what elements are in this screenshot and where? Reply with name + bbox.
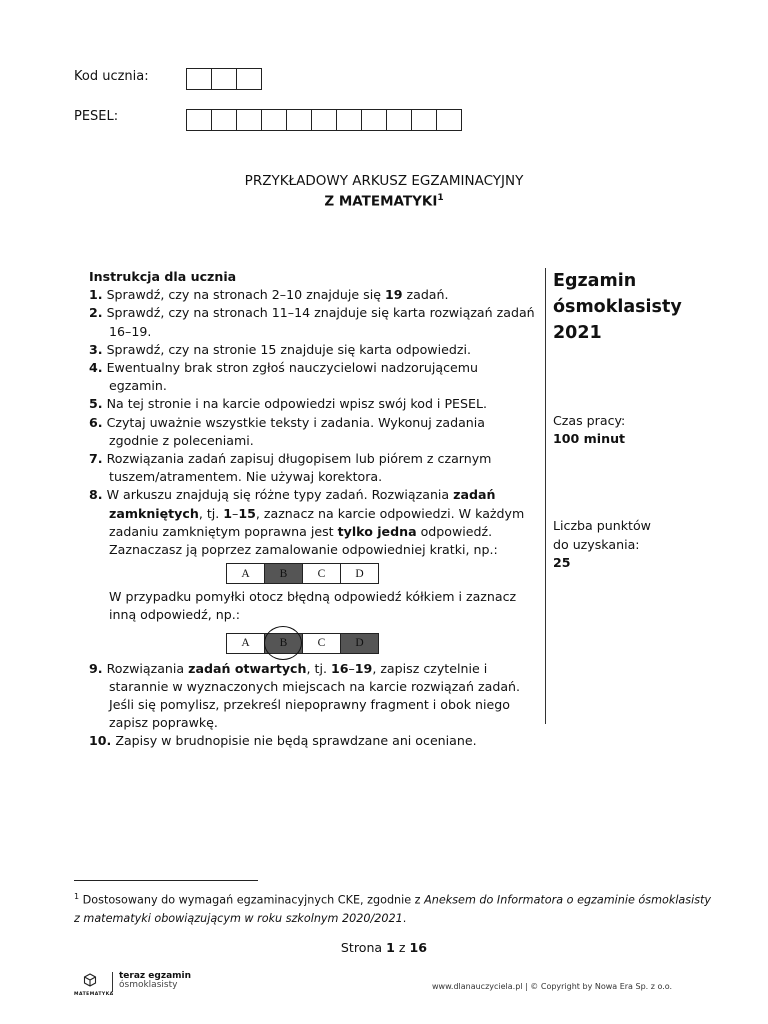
- page-middle: z: [394, 940, 410, 955]
- answer-cell-circled: [264, 633, 303, 654]
- pesel-box[interactable]: [286, 109, 312, 131]
- answer-cell: A: [226, 633, 265, 654]
- footnote-text: Dostosowany do wymagań egzaminacyjnych CKE, zgodnie z: [79, 893, 425, 907]
- instruction-item-continuation: W przypadku pomyłki otocz błędną odpowiedź kółkiem i zaznacz inną odpowiedź, np.:: [109, 589, 517, 623]
- instruction-item: 1. Sprawdź, czy na stronach 2–10 znajduje się 19 zadań.: [89, 287, 449, 303]
- pesel-label: PESEL:: [74, 109, 119, 124]
- cube-icon: [74, 972, 114, 997]
- instruction-item: 3. Sprawdź, czy na stronie 15 znajduje się karta odpowiedzi.: [89, 341, 471, 357]
- code-box[interactable]: [186, 68, 212, 90]
- code-box[interactable]: [236, 68, 262, 90]
- logo-separator: [112, 972, 113, 992]
- answer-cell: C: [302, 633, 341, 654]
- brand-name: [119, 972, 191, 990]
- answer-cell-letter: B: [279, 637, 288, 650]
- pesel-box[interactable]: [361, 109, 387, 131]
- footnote: [74, 888, 714, 928]
- answer-cell: D: [340, 563, 379, 584]
- pesel-box[interactable]: [411, 109, 437, 131]
- pesel-box[interactable]: [311, 109, 337, 131]
- pesel-box[interactable]: [436, 109, 462, 131]
- circle-mark-icon: [264, 626, 302, 660]
- pesel-boxes[interactable]: [186, 109, 462, 131]
- publisher-logo: [74, 972, 191, 997]
- copyright-notice: www.dlanauczyciela.pl | © Copyright by Nowa Era Sp. z o.o.: [432, 982, 673, 991]
- time-value: 100 minut: [553, 431, 626, 446]
- document-title-line2: [0, 193, 768, 210]
- student-code-label: Kod ucznia:: [74, 69, 149, 84]
- pesel-box[interactable]: [336, 109, 362, 131]
- answer-cell: A: [226, 563, 265, 584]
- pesel-box[interactable]: [211, 109, 237, 131]
- pesel-box[interactable]: [386, 109, 412, 131]
- footnote-source: Aneksem do Informatora o egzaminie ósmoklasisty z matematyki obowiązującym w roku szkolnym 2020/2021: [74, 893, 712, 925]
- brand-line1: teraz egzamin: [119, 971, 192, 981]
- instruction-item-continuation: Jeśli się pomylisz, przekreśl niepoprawny fragment i obok niego zapisz poprawkę.: [109, 697, 510, 731]
- exam-title: Egzamin ósmoklasisty 2021: [553, 271, 682, 343]
- answer-cell-filled: D: [340, 633, 379, 654]
- instruction-item: 7. Rozwiązania zadań zapisuj długopisem lub piórem z czarnym tuszem/atramentem. Nie używaj korektora.: [89, 451, 492, 485]
- brand-line2: ósmoklasisty: [119, 980, 178, 990]
- page-current: 1: [386, 940, 395, 955]
- cube-icon-svg: [83, 973, 97, 987]
- instructions-block: [89, 268, 536, 751]
- instruction-item: 8. W arkuszu znajdują się różne typy zadań. Rozwiązania zadań zamkniętych, tj. 1–15, zaznacz na karcie odpowiedzi. W każdym zadaniu zamkniętym poprawna jest tylko jedna odpowiedź. Zaznaczasz ją poprzez zamalowanie odpowiedniej kratki, np.:: [89, 487, 525, 558]
- answer-example-correct: [226, 563, 536, 584]
- document-title-line1: PRZYKŁADOWY ARKUSZ EGZAMINACYJNY: [244, 173, 524, 189]
- pesel-box[interactable]: [186, 109, 212, 131]
- footnote-reference: 1: [437, 193, 444, 203]
- student-code-boxes[interactable]: [186, 68, 262, 90]
- logo-caption: MATEMATYKA: [74, 992, 114, 997]
- instruction-item: 5. Na tej stronie i na karcie odpowiedzi wpisz swój kod i PESEL.: [89, 396, 487, 412]
- page-total: 16: [409, 940, 428, 955]
- page-number: [0, 940, 768, 955]
- answer-example-correction: [226, 633, 536, 654]
- points-value: 25: [553, 555, 571, 570]
- instruction-item: 9. Rozwiązania zadań otwartych, tj. 16–19, zapisz czytelnie i starannie w wyznaczonych miejscach na karcie rozwiązań zadań.: [89, 660, 521, 694]
- document-title-subject: Z MATEMATYKI: [324, 193, 438, 210]
- instruction-item: 6. Czytaj uważnie wszystkie teksty i zadania. Wykonuj zadania zgodnie z poleceniami.: [89, 414, 486, 448]
- column-divider: [545, 268, 546, 724]
- instruction-item: 4. Ewentualny brak stron zgłoś nauczycielowi nadzorującemu egzamin.: [89, 360, 479, 394]
- pesel-box[interactable]: [261, 109, 287, 131]
- answer-cell: C: [302, 563, 341, 584]
- instructions-heading: Instrukcja dla ucznia: [89, 269, 237, 284]
- footnote-mark: 1: [74, 892, 80, 901]
- instruction-item: 10. Zapisy w brudnopisie nie będą sprawdzane ani oceniane.: [89, 733, 477, 749]
- footnote-separator: [74, 880, 258, 881]
- code-box[interactable]: [211, 68, 237, 90]
- footnote-end: .: [402, 911, 407, 925]
- instruction-item: 2. Sprawdź, czy na stronach 11–14 znajduje się karta rozwiązań zadań 16–19.: [89, 305, 535, 339]
- points-label: Liczba punktów do uzyskania:: [553, 518, 651, 552]
- time-label: Czas pracy:: [553, 413, 626, 428]
- pesel-box[interactable]: [236, 109, 262, 131]
- page-prefix: Strona: [340, 940, 387, 955]
- answer-cell-filled: B: [264, 563, 303, 584]
